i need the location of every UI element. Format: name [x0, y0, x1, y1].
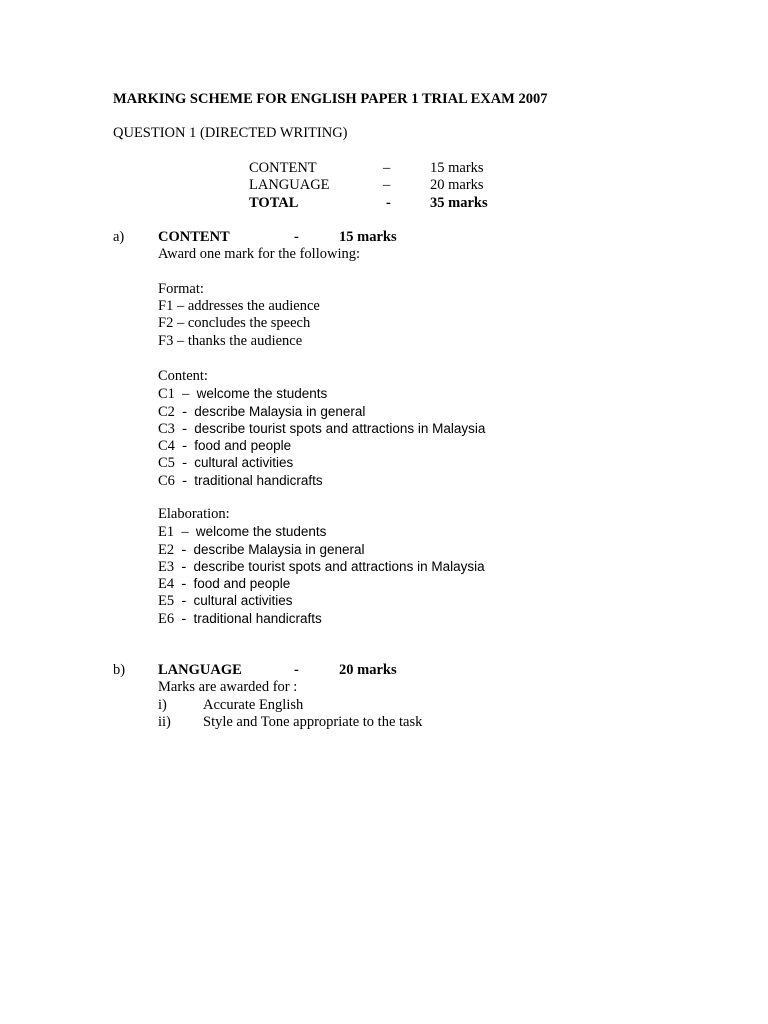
content-item	[158, 454, 293, 472]
section-b-separator: -	[294, 662, 299, 678]
elaboration-item	[158, 575, 290, 593]
elaboration-item-separator: -	[181, 542, 187, 558]
summary-separator: –	[383, 177, 391, 193]
content-item-text: traditional handicrafts	[194, 473, 323, 488]
elaboration-item-text: food and people	[193, 576, 291, 591]
content-item	[158, 403, 365, 421]
summary-marks: 20 marks	[430, 177, 484, 193]
content-item-text: describe Malaysia in general	[194, 404, 366, 419]
elaboration-item-text: describe tourist spots and attractions in Malaysia	[193, 559, 485, 574]
content-item-code: C3	[158, 421, 175, 437]
format-item: F3 – thanks the audience	[158, 333, 303, 349]
document-title: MARKING SCHEME FOR ENGLISH PAPER 1 TRIAL EXAM 2007	[113, 91, 548, 107]
elaboration-item	[158, 610, 322, 628]
content-item-separator: -	[182, 473, 188, 489]
content-item	[158, 437, 291, 455]
question-heading: QUESTION 1 (DIRECTED WRITING)	[113, 125, 348, 141]
elaboration-item-text: describe Malaysia in general	[193, 542, 365, 557]
section-b-marks: 20 marks	[339, 662, 397, 678]
format-item: F2 – concludes the speech	[158, 315, 311, 331]
summary-separator: –	[383, 160, 391, 176]
elaboration-item-code: E5	[158, 593, 175, 609]
elaboration-item-separator: -	[181, 576, 187, 592]
section-a-separator: -	[294, 229, 299, 245]
content-item	[158, 472, 323, 490]
elaboration-item-text: cultural activities	[193, 593, 293, 608]
content-item	[158, 420, 485, 438]
content-item-text: cultural activities	[194, 455, 294, 470]
section-a-intro: Award one mark for the following:	[158, 246, 361, 262]
summary-label: CONTENT	[249, 160, 317, 176]
content-item-code: C1	[158, 386, 175, 402]
summary-marks: 15 marks	[430, 160, 484, 176]
elaboration-item	[158, 592, 293, 610]
summary-total-label: TOTAL	[249, 195, 299, 211]
elaboration-item-text: welcome the students	[195, 524, 327, 539]
section-a-marks: 15 marks	[339, 229, 397, 245]
elaboration-item	[158, 558, 485, 576]
content-item-separator: -	[182, 404, 188, 420]
content-item-code: C5	[158, 455, 175, 471]
summary-separator: -	[386, 195, 391, 211]
section-b-marker: b)	[113, 662, 126, 678]
criteria-number: i)	[158, 697, 167, 713]
content-item-separator: -	[182, 421, 188, 437]
section-b-intro: Marks are awarded for :	[158, 679, 298, 695]
elaboration-item	[158, 523, 326, 541]
criteria-text: Accurate English	[203, 697, 304, 713]
content-item-text: food and people	[194, 438, 292, 453]
criteria-text: Style and Tone appropriate to the task	[203, 714, 423, 730]
elaboration-item	[158, 541, 365, 559]
summary-total-marks: 35 marks	[430, 195, 488, 211]
elaboration-item-separator: -	[181, 611, 187, 627]
content-item-separator: -	[182, 438, 188, 454]
elaboration-item-code: E4	[158, 576, 175, 592]
format-title: Format:	[158, 281, 204, 297]
content-item-code: C6	[158, 473, 175, 489]
elaboration-item-separator: -	[181, 559, 187, 575]
content-item-code: C4	[158, 438, 175, 454]
elaboration-item-code: E1	[158, 524, 175, 540]
summary-label: LANGUAGE	[249, 177, 330, 193]
elaboration-item-separator: -	[181, 593, 187, 609]
section-a-marker: a)	[113, 229, 125, 245]
elaboration-item-code: E6	[158, 611, 175, 627]
content-item-separator: –	[182, 386, 190, 402]
section-a-heading: CONTENT	[158, 229, 230, 245]
format-item: F1 – addresses the audience	[158, 298, 320, 314]
section-b-heading: LANGUAGE	[158, 662, 242, 678]
content-item-code: C2	[158, 404, 175, 420]
content-title: Content:	[158, 368, 208, 384]
elaboration-item-code: E2	[158, 542, 175, 558]
content-item-text: welcome the students	[196, 386, 328, 401]
elaboration-item-code: E3	[158, 559, 175, 575]
elaboration-item-separator: –	[181, 524, 189, 540]
elaboration-title: Elaboration:	[158, 506, 230, 522]
content-item	[158, 385, 327, 403]
content-item-separator: -	[182, 455, 188, 471]
elaboration-item-text: traditional handicrafts	[193, 611, 322, 626]
content-item-text: describe tourist spots and attractions in Malaysia	[194, 421, 486, 436]
criteria-number: ii)	[158, 714, 171, 730]
